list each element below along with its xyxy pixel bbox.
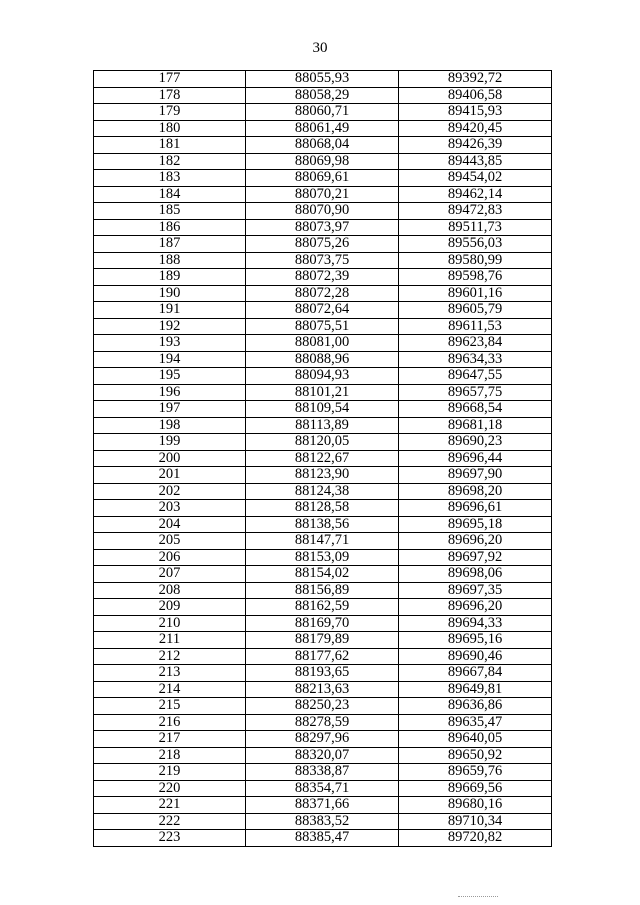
point-number-cell: 177	[94, 71, 246, 88]
x-coordinate-cell: 88072,39	[246, 269, 399, 286]
y-coordinate-cell: 89472,83	[399, 203, 552, 220]
x-coordinate-cell: 88061,49	[246, 120, 399, 137]
point-number-cell: 187	[94, 236, 246, 253]
x-coordinate-cell: 88075,26	[246, 236, 399, 253]
x-coordinate-cell: 88069,61	[246, 170, 399, 187]
table-row	[94, 500, 552, 517]
x-coordinate-cell: 88354,71	[246, 780, 399, 797]
y-coordinate-cell: 89406,58	[399, 87, 552, 104]
x-coordinate-cell: 88154,02	[246, 566, 399, 583]
point-number-cell: 189	[94, 269, 246, 286]
y-coordinate-cell: 89605,79	[399, 302, 552, 319]
table-row	[94, 384, 552, 401]
table-row	[94, 351, 552, 368]
point-number-cell: 198	[94, 417, 246, 434]
table-row	[94, 401, 552, 418]
point-number-cell: 208	[94, 582, 246, 599]
x-coordinate-cell: 88101,21	[246, 384, 399, 401]
point-number-cell: 207	[94, 566, 246, 583]
point-number-cell: 219	[94, 764, 246, 781]
y-coordinate-cell: 89635,47	[399, 714, 552, 731]
table-row	[94, 153, 552, 170]
x-coordinate-cell: 88138,56	[246, 516, 399, 533]
table-row	[94, 813, 552, 830]
table-row	[94, 219, 552, 236]
point-number-cell: 217	[94, 731, 246, 748]
x-coordinate-cell: 88278,59	[246, 714, 399, 731]
point-number-cell: 213	[94, 665, 246, 682]
point-number-cell: 218	[94, 747, 246, 764]
table-row	[94, 483, 552, 500]
table-row	[94, 71, 552, 88]
table-row	[94, 830, 552, 847]
x-coordinate-cell: 88177,62	[246, 648, 399, 665]
table-row	[94, 137, 552, 154]
point-number-cell: 214	[94, 681, 246, 698]
x-coordinate-cell: 88213,63	[246, 681, 399, 698]
y-coordinate-cell: 89443,85	[399, 153, 552, 170]
y-coordinate-cell: 89392,72	[399, 71, 552, 88]
y-coordinate-cell: 89697,90	[399, 467, 552, 484]
y-coordinate-cell: 89426,39	[399, 137, 552, 154]
point-number-cell: 196	[94, 384, 246, 401]
point-number-cell: 200	[94, 450, 246, 467]
x-coordinate-cell: 88320,07	[246, 747, 399, 764]
point-number-cell: 215	[94, 698, 246, 715]
point-number-cell: 201	[94, 467, 246, 484]
table-row	[94, 285, 552, 302]
x-coordinate-cell: 88113,89	[246, 417, 399, 434]
x-coordinate-cell: 88123,90	[246, 467, 399, 484]
x-coordinate-cell: 88109,54	[246, 401, 399, 418]
y-coordinate-cell: 89462,14	[399, 186, 552, 203]
table-row	[94, 186, 552, 203]
x-coordinate-cell: 88055,93	[246, 71, 399, 88]
y-coordinate-cell: 89697,92	[399, 549, 552, 566]
x-coordinate-cell: 88068,04	[246, 137, 399, 154]
x-coordinate-cell: 88070,90	[246, 203, 399, 220]
point-number-cell: 205	[94, 533, 246, 550]
y-coordinate-cell: 89647,55	[399, 368, 552, 385]
point-number-cell: 206	[94, 549, 246, 566]
y-coordinate-cell: 89667,84	[399, 665, 552, 682]
point-number-cell: 191	[94, 302, 246, 319]
y-coordinate-cell: 89695,18	[399, 516, 552, 533]
x-coordinate-cell: 88094,93	[246, 368, 399, 385]
x-coordinate-cell: 88075,51	[246, 318, 399, 335]
table-row	[94, 368, 552, 385]
table-row	[94, 302, 552, 319]
footer-scan-mark	[458, 896, 498, 901]
point-number-cell: 221	[94, 797, 246, 814]
y-coordinate-cell: 89698,06	[399, 566, 552, 583]
point-number-cell: 194	[94, 351, 246, 368]
point-number-cell: 195	[94, 368, 246, 385]
table-row	[94, 516, 552, 533]
y-coordinate-cell: 89580,99	[399, 252, 552, 269]
y-coordinate-cell: 89598,76	[399, 269, 552, 286]
table-row	[94, 549, 552, 566]
y-coordinate-cell: 89623,84	[399, 335, 552, 352]
point-number-cell: 199	[94, 434, 246, 451]
y-coordinate-cell: 89649,81	[399, 681, 552, 698]
table-row	[94, 269, 552, 286]
y-coordinate-cell: 89696,20	[399, 599, 552, 616]
x-coordinate-cell: 88385,47	[246, 830, 399, 847]
x-coordinate-cell: 88124,38	[246, 483, 399, 500]
y-coordinate-cell: 89695,16	[399, 632, 552, 649]
point-number-cell: 188	[94, 252, 246, 269]
x-coordinate-cell: 88371,66	[246, 797, 399, 814]
x-coordinate-cell: 88058,29	[246, 87, 399, 104]
table-row	[94, 615, 552, 632]
table-row	[94, 104, 552, 121]
y-coordinate-cell: 89696,20	[399, 533, 552, 550]
table-row	[94, 665, 552, 682]
table-row	[94, 450, 552, 467]
y-coordinate-cell: 89415,93	[399, 104, 552, 121]
table-row	[94, 764, 552, 781]
x-coordinate-cell: 88081,00	[246, 335, 399, 352]
table-row	[94, 566, 552, 583]
point-number-cell: 204	[94, 516, 246, 533]
point-number-cell: 222	[94, 813, 246, 830]
point-number-cell: 192	[94, 318, 246, 335]
y-coordinate-cell: 89697,35	[399, 582, 552, 599]
x-coordinate-cell: 88073,97	[246, 219, 399, 236]
y-coordinate-cell: 89680,16	[399, 797, 552, 814]
x-coordinate-cell: 88069,98	[246, 153, 399, 170]
x-coordinate-cell: 88169,70	[246, 615, 399, 632]
point-number-cell: 210	[94, 615, 246, 632]
point-number-cell: 211	[94, 632, 246, 649]
x-coordinate-cell: 88072,28	[246, 285, 399, 302]
y-coordinate-cell: 89601,16	[399, 285, 552, 302]
y-coordinate-cell: 89696,44	[399, 450, 552, 467]
y-coordinate-cell: 89636,86	[399, 698, 552, 715]
table-row	[94, 582, 552, 599]
x-coordinate-cell: 88120,05	[246, 434, 399, 451]
point-number-cell: 181	[94, 137, 246, 154]
x-coordinate-cell: 88297,96	[246, 731, 399, 748]
point-number-cell: 180	[94, 120, 246, 137]
table-row	[94, 780, 552, 797]
table-row	[94, 533, 552, 550]
point-number-cell: 202	[94, 483, 246, 500]
y-coordinate-cell: 89710,34	[399, 813, 552, 830]
y-coordinate-cell: 89420,45	[399, 120, 552, 137]
point-number-cell: 184	[94, 186, 246, 203]
y-coordinate-cell: 89698,20	[399, 483, 552, 500]
table-row	[94, 252, 552, 269]
y-coordinate-cell: 89611,53	[399, 318, 552, 335]
x-coordinate-cell: 88072,64	[246, 302, 399, 319]
y-coordinate-cell: 89634,33	[399, 351, 552, 368]
point-number-cell: 220	[94, 780, 246, 797]
table-row	[94, 434, 552, 451]
y-coordinate-cell: 89454,02	[399, 170, 552, 187]
point-number-cell: 203	[94, 500, 246, 517]
x-coordinate-cell: 88060,71	[246, 104, 399, 121]
y-coordinate-cell: 89720,82	[399, 830, 552, 847]
x-coordinate-cell: 88179,89	[246, 632, 399, 649]
x-coordinate-cell: 88147,71	[246, 533, 399, 550]
x-coordinate-cell: 88338,87	[246, 764, 399, 781]
table-row	[94, 318, 552, 335]
point-number-cell: 190	[94, 285, 246, 302]
point-number-cell: 197	[94, 401, 246, 418]
y-coordinate-cell: 89640,05	[399, 731, 552, 748]
y-coordinate-cell: 89696,61	[399, 500, 552, 517]
x-coordinate-cell: 88153,09	[246, 549, 399, 566]
table-row	[94, 203, 552, 220]
x-coordinate-cell: 88122,67	[246, 450, 399, 467]
table-row	[94, 467, 552, 484]
table-row	[94, 87, 552, 104]
point-number-cell: 183	[94, 170, 246, 187]
point-number-cell: 179	[94, 104, 246, 121]
table-row	[94, 335, 552, 352]
table-row	[94, 599, 552, 616]
point-number-cell: 212	[94, 648, 246, 665]
x-coordinate-cell: 88073,75	[246, 252, 399, 269]
y-coordinate-cell: 89694,33	[399, 615, 552, 632]
coordinates-table-body	[94, 71, 552, 847]
y-coordinate-cell: 89669,56	[399, 780, 552, 797]
table-row	[94, 120, 552, 137]
table-row	[94, 417, 552, 434]
page-number: 30	[312, 40, 328, 56]
point-number-cell: 209	[94, 599, 246, 616]
table-row	[94, 648, 552, 665]
x-coordinate-cell: 88088,96	[246, 351, 399, 368]
point-number-cell: 193	[94, 335, 246, 352]
table-row	[94, 170, 552, 187]
coordinates-table	[93, 70, 552, 847]
y-coordinate-cell: 89650,92	[399, 747, 552, 764]
point-number-cell: 216	[94, 714, 246, 731]
x-coordinate-cell: 88383,52	[246, 813, 399, 830]
y-coordinate-cell: 89511,73	[399, 219, 552, 236]
x-coordinate-cell: 88250,23	[246, 698, 399, 715]
point-number-cell: 223	[94, 830, 246, 847]
x-coordinate-cell: 88162,59	[246, 599, 399, 616]
x-coordinate-cell: 88193,65	[246, 665, 399, 682]
table-row	[94, 714, 552, 731]
point-number-cell: 178	[94, 87, 246, 104]
point-number-cell: 186	[94, 219, 246, 236]
x-coordinate-cell: 88070,21	[246, 186, 399, 203]
table-row	[94, 632, 552, 649]
table-row	[94, 731, 552, 748]
y-coordinate-cell: 89681,18	[399, 417, 552, 434]
y-coordinate-cell: 89690,46	[399, 648, 552, 665]
point-number-cell: 185	[94, 203, 246, 220]
table-row	[94, 681, 552, 698]
x-coordinate-cell: 88156,89	[246, 582, 399, 599]
y-coordinate-cell: 89556,03	[399, 236, 552, 253]
y-coordinate-cell: 89690,23	[399, 434, 552, 451]
y-coordinate-cell: 89659,76	[399, 764, 552, 781]
point-number-cell: 182	[94, 153, 246, 170]
table-row	[94, 747, 552, 764]
table-row	[94, 236, 552, 253]
y-coordinate-cell: 89657,75	[399, 384, 552, 401]
table-row	[94, 698, 552, 715]
y-coordinate-cell: 89668,54	[399, 401, 552, 418]
x-coordinate-cell: 88128,58	[246, 500, 399, 517]
table-row	[94, 797, 552, 814]
